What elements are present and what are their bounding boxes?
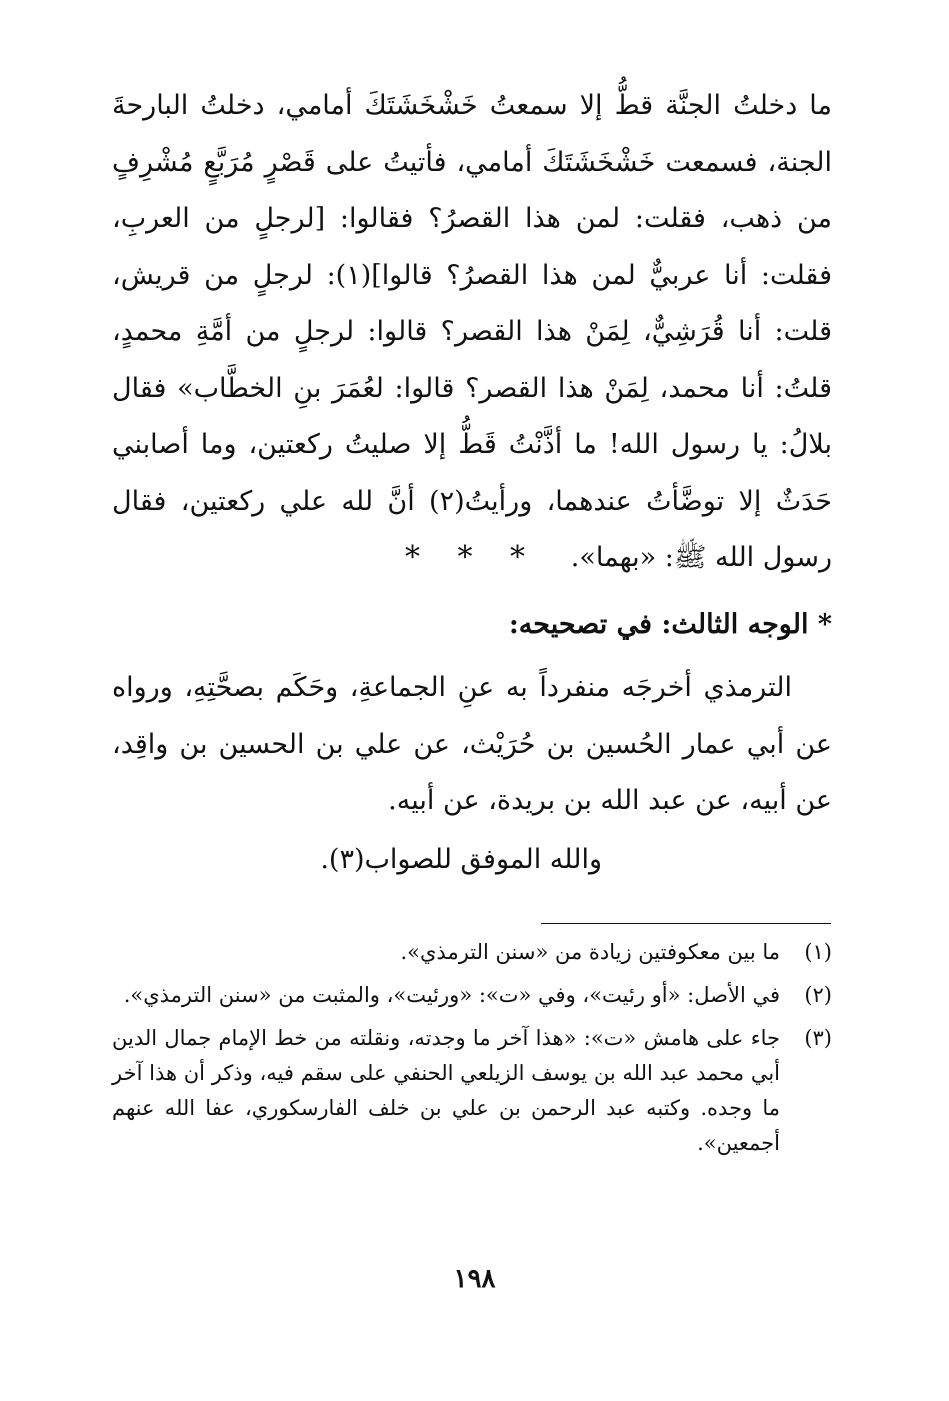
footnote-item [112,935,832,970]
footnote-text: في الأصل: «أو رئيت»، وفي «ت»: «ورئيت»، والمثبت من «سنن الترمذي». [123,983,780,1007]
section-heading: * الوجه الثالث: في تصحيحه: [508,609,832,640]
closing-line [112,835,832,885]
footnote-number: (١) [804,940,832,964]
footnote-item [112,1021,832,1161]
footnote-text: جاء على هامش «ت»: «هذا آخر ما وجدته، ونقلته من خط الإمام جمال الدين أبي محمد عبد الله بن يوسف الزيلعي الحنفي على سقم فيه، وذكر أن هذا آخر ما وجده. وكتبه عبد الرحمن بن علي بن خلف الفارسكوري، عفا الله عنهم أجمعين». [112,1026,780,1155]
footnote-text: ما بين معكوفتين زيادة من «سنن الترمذي». [400,940,780,964]
footnote-divider [541,923,831,924]
footnotes [112,935,832,1169]
section-separator: * * * [404,540,540,575]
section-text-block [112,660,832,830]
main-text-block [112,78,832,587]
section-paragraph [112,660,832,830]
footnote-number: (٢) [804,983,832,1007]
hadith-paragraph: ما دخلتُ الجنَّة قطُّ إلا سمعتُ خَشْخَشَتَكَ أمامي، دخلتُ البارحةَ الجنة، فسمعت خَشْخَشَتَكَ أمامي، فأتيتُ على قَصْرٍ مُرَبَّعٍ مُشْرِفٍ من ذهب، فقلت: لمن هذا القصرُ؟ فقالوا: [لرجلٍ من العربِ، فقلت: أنا عربيٌّ لمن هذا القصرُ؟ قالوا](١): لرجلٍ من قريش، قلت: أنا قُرَشِيٌّ، لِمَنْ هذا القصر؟ قالوا: لرجلٍ من أمَّةِ محمدٍ، قلتُ: أنا محمد، لِمَنْ هذا القصر؟ قالوا: لعُمَرَ بنِ الخطَّاب» فقال بلالُ: يا رسول الله! ما أذَّنْتُ قَطُّ إلا صليتُ ركعتين، وما أصابني حَدَثٌ إلا توضَّأتُ عندهما، ورأيتُ(٢) أنَّ لله علي ركعتين، فقال رسول الله ﷺ: «بهما». [112,90,832,573]
footnote-item [112,978,832,1013]
section-paragraph-text: الترمذي أخرجَه منفرداً به عنِ الجماعةِ، وحَكَم بصحَّتِهِ، ورواه عن أبي عمار الحُسين بن حُرَيْث، عن علي بن الحسين بن واقِد، عن أبيه، عن عبد الله بن بريدة، عن أبيه. [112,672,832,816]
footnote-number: (٣) [804,1026,832,1050]
page-number: ١٩٨ [453,1264,496,1294]
closing-text: والله الموفق للصواب(٣). [320,844,602,875]
